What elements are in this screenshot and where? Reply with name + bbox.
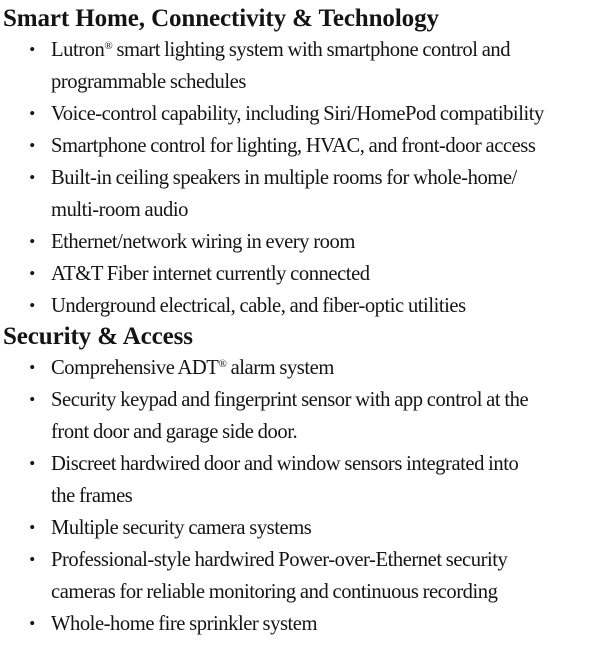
section-heading: Security & Access bbox=[3, 323, 193, 350]
list-item-text: Built-in ceiling speakers in multiple rooms for whole-home/ bbox=[51, 167, 517, 189]
list-item bbox=[3, 130, 597, 162]
bullet-icon: • bbox=[29, 296, 35, 315]
list-item-text: Lutron® smart lighting system with smartphone control and bbox=[51, 39, 511, 61]
list-item bbox=[3, 608, 597, 640]
bullet-icon: • bbox=[29, 264, 35, 283]
list-item bbox=[3, 448, 597, 512]
list-item-text: Underground electrical, cable, and fiber-optic utilities bbox=[51, 295, 466, 317]
bullet-icon: • bbox=[29, 136, 35, 155]
list-item-text: AT&T Fiber internet currently connected bbox=[51, 263, 370, 285]
section-security-access bbox=[3, 322, 597, 640]
list-item-text: Whole-home fire sprinkler system bbox=[51, 613, 318, 635]
list-item-text: cameras for reliable monitoring and continuous recording bbox=[51, 581, 498, 603]
bullet-icon: • bbox=[29, 104, 35, 123]
list-item bbox=[3, 258, 597, 290]
list-item-text: Multiple security camera systems bbox=[51, 517, 312, 539]
list-item-text: front door and garage side door. bbox=[51, 421, 298, 443]
list-item bbox=[3, 384, 597, 448]
list-item bbox=[3, 352, 597, 384]
list-item bbox=[3, 544, 597, 608]
list-item bbox=[3, 162, 597, 226]
bullet-icon: • bbox=[29, 390, 35, 409]
list-item bbox=[3, 512, 597, 544]
list-item-text: Smartphone control for lighting, HVAC, and front-door access bbox=[51, 135, 536, 157]
bullet-list bbox=[3, 352, 597, 640]
bullet-icon: • bbox=[29, 358, 35, 377]
bullet-icon: • bbox=[29, 232, 35, 251]
list-item bbox=[3, 226, 597, 258]
list-item-text: the frames bbox=[51, 485, 133, 507]
list-item bbox=[3, 290, 597, 322]
bullet-icon: • bbox=[29, 518, 35, 537]
list-item-text: Ethernet/network wiring in every room bbox=[51, 231, 355, 253]
section-smart-home bbox=[3, 4, 597, 322]
list-item-text: Voice-control capability, including Siri/HomePod compatibility bbox=[51, 103, 544, 125]
list-item-text: Security keypad and fingerprint sensor with app control at the bbox=[51, 389, 529, 411]
list-item bbox=[3, 98, 597, 130]
bullet-icon: • bbox=[29, 550, 35, 569]
feature-list-document bbox=[3, 4, 597, 640]
list-item-text: Comprehensive ADT® alarm system bbox=[51, 357, 334, 379]
bullet-icon: • bbox=[29, 40, 35, 59]
list-item-text: multi-room audio bbox=[51, 199, 189, 221]
list-item bbox=[3, 34, 597, 98]
bullet-icon: • bbox=[29, 614, 35, 633]
list-item-text: Professional-style hardwired Power-over-Ethernet security bbox=[51, 549, 508, 571]
bullet-icon: • bbox=[29, 454, 35, 473]
bullet-list bbox=[3, 34, 597, 322]
list-item-text: Discreet hardwired door and window sensors integrated into bbox=[51, 453, 519, 475]
bullet-icon: • bbox=[29, 168, 35, 187]
list-item-text: programmable schedules bbox=[51, 71, 246, 93]
section-heading: Smart Home, Connectivity & Technology bbox=[3, 5, 439, 32]
